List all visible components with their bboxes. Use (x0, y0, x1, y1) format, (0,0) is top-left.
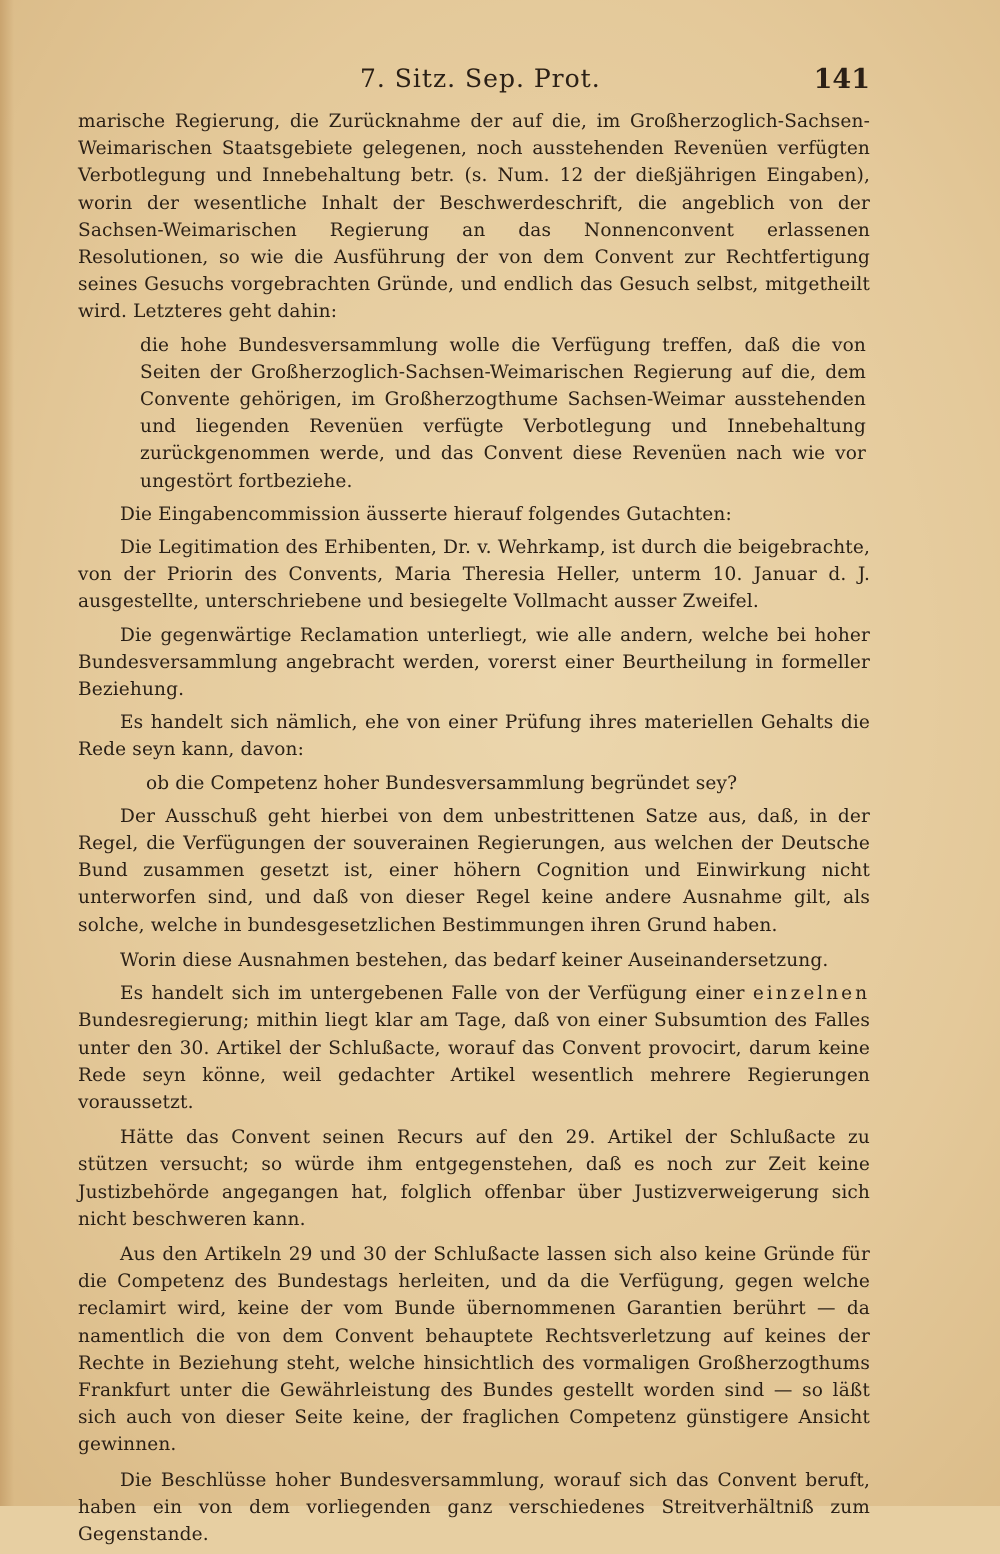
page-header (360, 64, 870, 100)
paragraph-8: Der Ausschuß geht hierbei von dem unbestrittenen Satze aus, daß, in der Regel, die Verfügungen der souverainen Regierungen, aus welchen der Deutsche Bund zusammen gesetzt ist, einer höhern Cognition und Einwirkung nicht unterworfen sind, und daß von dieser Regel keine andere Ausnahme gilt, als solche, welche in bundesgesetzlichen Bestimmungen ihren Grund haben. (78, 805, 870, 936)
page-edge-shadow (0, 0, 14, 1506)
competence-question: ob die Competenz hoher Bundesversammlung begründet sey? (146, 772, 738, 794)
paragraph-6: Es handelt sich nämlich, ehe von einer Prüfung ihres materiellen Gehalts die Rede seyn kann, davon: (78, 712, 870, 761)
paragraph-12: Aus den Artikeln 29 und 30 der Schlußacte lassen sich also keine Gründe für die Competenz des Bundestags herleiten, und da die Verfügung, gegen welche reclamirt wird, keine der vom Bunde übernommenen Garantien berührt — da namentlich die von dem Convent behauptete Rechtsverletzung auf keines der Rechte in Beziehung steht, welche hinsichtlich des vormaligen Großherzogthums Frankfurt unter die Gewährleistung des Bundes gestellt worden sind — so läßt sich auch von dieser Seite keine, der fraglichen Competenz günstigere Ansicht gewinnen. (78, 1243, 870, 1456)
paragraph-10-start: Es handelt sich im untergebenen Falle von der Verfügung einer (120, 983, 753, 1005)
paragraph-4: Die Legitimation des Erhibenten, Dr. v. Wehrkamp, ist durch die beigebrachte, von der Priorin des Convents, Maria Theresia Heller, unterm 10. Januar d. J. ausgestellte, unterschriebene und besiegelte Vollmacht ausser Zweifel. (78, 537, 870, 613)
page-number: 141 (813, 64, 870, 95)
paragraph-1: marische Regierung, die Zurücknahme der auf die, im Großherzoglich-Sachsen-Weimarischen Staatsgebiete gelegenen, noch ausstehenden Revenüen verfügten Verbotlegung und Innebehaltung betr. (s. Num. 12 der dießjährigen Eingaben), worin der wesentliche Inhalt der Beschwerdeschrift, die angeblich von der Sachsen-Weimarischen Regierung an das Nonnenconvent erlassenen Resolutionen, so wie die Ausführung der von dem Convent zur Rechtfertigung seines Gesuchs vorgebrachten Gründe, und endlich das Gesuch selbst, mitgetheilt wird. Letzteres geht dahin: (78, 111, 870, 323)
paragraph-3: Die Eingabencommission äusserte hierauf folgendes Gutachten: (120, 503, 732, 525)
paragraph-13: Die Beschlüsse hoher Bundesversammlung, worauf sich das Convent beruft, haben ein von dem vorliegenden ganz verschiedenes Streitverhältniß zum Gegenstande. (78, 1469, 870, 1545)
paragraph-10-end: Bundesregierung; mithin liegt klar am Tage, daß von einer Subsumtion des Falles unter den 30. Artikel der Schlußacte, worauf das Convent provocirt, darum keine Rede seyn könne, weil gedachter Artikel wesentlich mehrere Regierungen voraussetzt. (78, 1010, 870, 1113)
petition-quote: die hohe Bundesversammlung wolle die Verfügung treffen, daß die von Seiten der Großherzoglich-Sachsen-Weimarischen Regierung auf die, dem Convente gehörigen, im Großherzogthume Sachsen-Weimar ausstehenden und liegenden Revenüen verfügte Verbotlegung und Innebehaltung zurückgenommen werde, und das Convent diese Revenüen nach wie vor ungestört fortbeziehe. (140, 334, 866, 492)
page-body (78, 108, 870, 1554)
paragraph-11: Hätte das Convent seinen Recurs auf den 29. Artikel der Schlußacte zu stützen versucht; so würde ihm entgegenstehen, daß es noch zur Zeit keine Justizbehörde angegangen hat, folglich offenbar über Justizverweigerung sich nicht beschweren kann. (78, 1127, 870, 1230)
running-head: 7. Sitz. Sep. Prot. (360, 64, 601, 93)
paragraph-9: Worin diese Ausnahmen bestehen, das bedarf keiner Auseinandersetzung. (120, 949, 829, 971)
paragraph-5: Die gegenwärtige Reclamation unterliegt, wie alle andern, welche bei hoher Bundesversammlung angebracht werden, vorerst einer Beurtheilung in formeller Beziehung. (78, 624, 870, 701)
emphasis-einzelnen: einzelnen (752, 983, 870, 1005)
paragraph-10 (78, 980, 870, 1116)
